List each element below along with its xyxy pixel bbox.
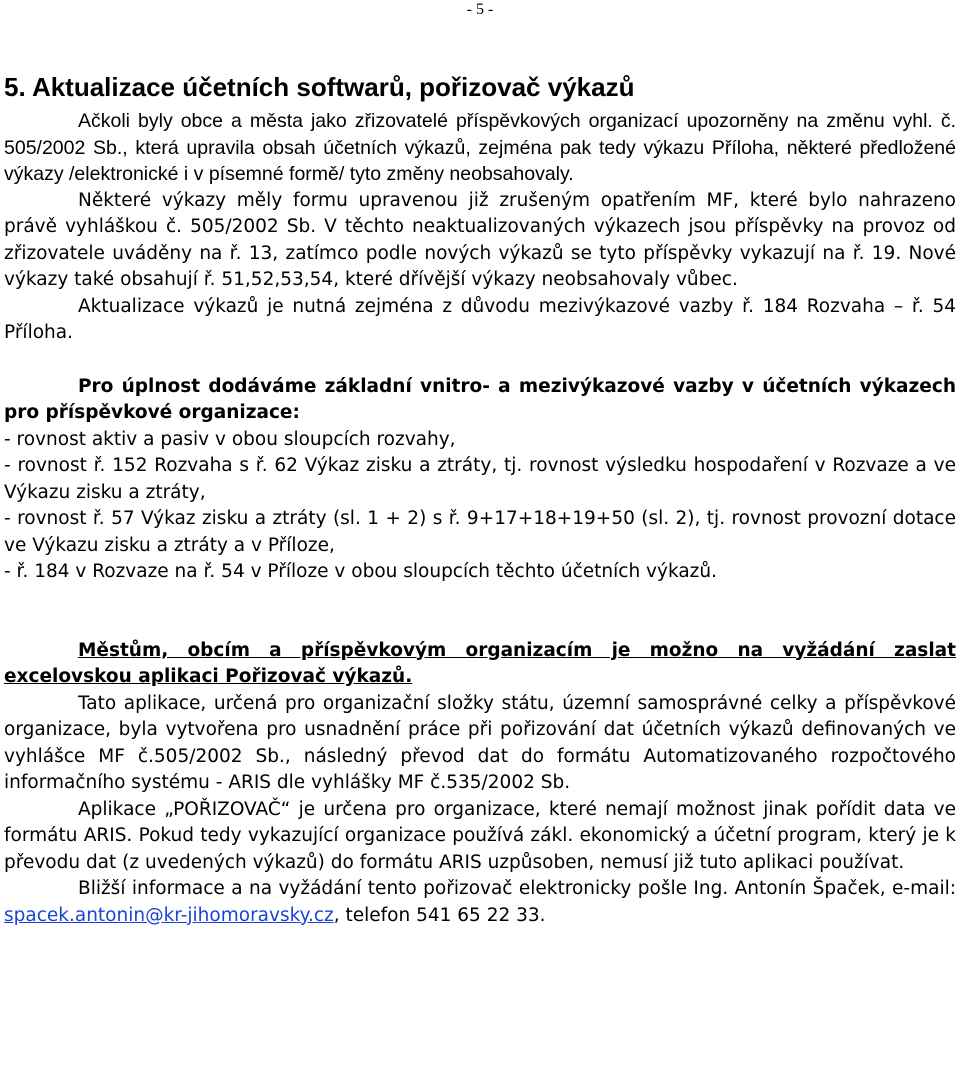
email-label: e-mail: — [892, 878, 956, 899]
application-paragraph: Tato aplikace, určená pro organizační složky státu, územní samosprávné celky a příspěvkové organizace, byla vytvořena pro usnadnění práce při pořizování dat účetních výkazů definovaných ve vyhlášce MF č.505/2002 Sb., následný převod dat do formátu Automatizovaného rozpočtového informačního systému - ARIS dle vyhlášky MF č.535/2002 Sb. — [4, 692, 956, 793]
contact-paragraph — [4, 876, 956, 929]
section-heading: 5. Aktualizace účetních softwarů, pořizovač výkazů — [4, 72, 635, 102]
email-link[interactable]: spacek.antonin@kr-jihomoravsky.cz — [4, 904, 334, 926]
vazby-item: - rovnost ř. 152 Rozvaha s ř. 62 Výkaz zisku a ztráty, tj. rovnost výsledku hospodaření v Rozvaze a ve Výkazu zisku a ztráty, — [4, 455, 956, 503]
page-number: - 5 - — [466, 1, 494, 18]
vazby-heading: Pro úplnost dodáváme základní vnitro- a mezivýkazové vazby v účetních výkazech pro příspěvkové organizace: — [4, 375, 956, 423]
paragraph-outdated-reports: Některé výkazy měly formu upravenou již zrušeným opatřením MF, které bylo nahrazeno právě vyhláškou č. 505/2002 Sb. V těchto neaktualizovaných výkazech jsou příspěvky na provoz od zřizovatele uváděny na ř. 13, zatímco podle nových výkazů se tyto příspěvky vykazují na ř. 19. Nové výkazy také obsahují ř. 51,52,53,54, které dřívější výkazy neobsahovaly vůbec. — [4, 189, 956, 290]
contact-text: Bližší informace a na vyžádání tento pořizovač elektronicky pošle Ing. Antonín Špaček, — [78, 878, 886, 899]
phone-text: , telefon 541 65 22 33. — [333, 904, 546, 926]
porizovac-paragraph: Aplikace „POŘIZOVAČ“ je určena pro organizace, které nemají možnost jinak pořídit data ve formátu ARIS. Pokud tedy vykazující organizace používá zákl. ekonomický a účetní program, který je k převodu dat (z uvedených výkazů) do formátu ARIS uzpůsoben, nemusí již tuto aplikaci používat. — [4, 798, 956, 873]
paragraph-update-reason: Aktualizace výkazů je nutná zejména z důvodu mezivýkazové vazby ř. 184 Rozvaha – ř. 54 Příloha. — [4, 295, 956, 343]
intro-paragraph: Ačkoli byly obce a města jako zřizovatelé příspěvkových organizací upozorněny na změnu vyhl. č. 505/2002 Sb., která upravila obsah účetních výkazů, zejména pak tedy výkazu Příloha, některé předložené výkazy /elektronické i v písemné formě/ tyto změny neobsahovaly. — [4, 110, 956, 185]
vazby-item: - rovnost ř. 57 Výkaz zisku a ztráty (sl. 1 + 2) s ř. 9+17+18+19+50 (sl. 2), tj. rovnost provozní dotace ve Výkazu zisku a ztráty a v Příloze, — [4, 508, 956, 556]
application-heading: Městům, obcím a příspěvkovým organizacím je možno na vyžádání zaslat excelovskou aplikaci Pořizovač výkazů. — [4, 639, 956, 687]
vazby-item: - ř. 184 v Rozvaze na ř. 54 v Příloze v obou sloupcích těchto účetních výkazů. — [4, 561, 717, 582]
vazby-item: - rovnost aktiv a pasiv v obou sloupcích rozvahy, — [4, 428, 456, 450]
document-body — [4, 70, 956, 929]
